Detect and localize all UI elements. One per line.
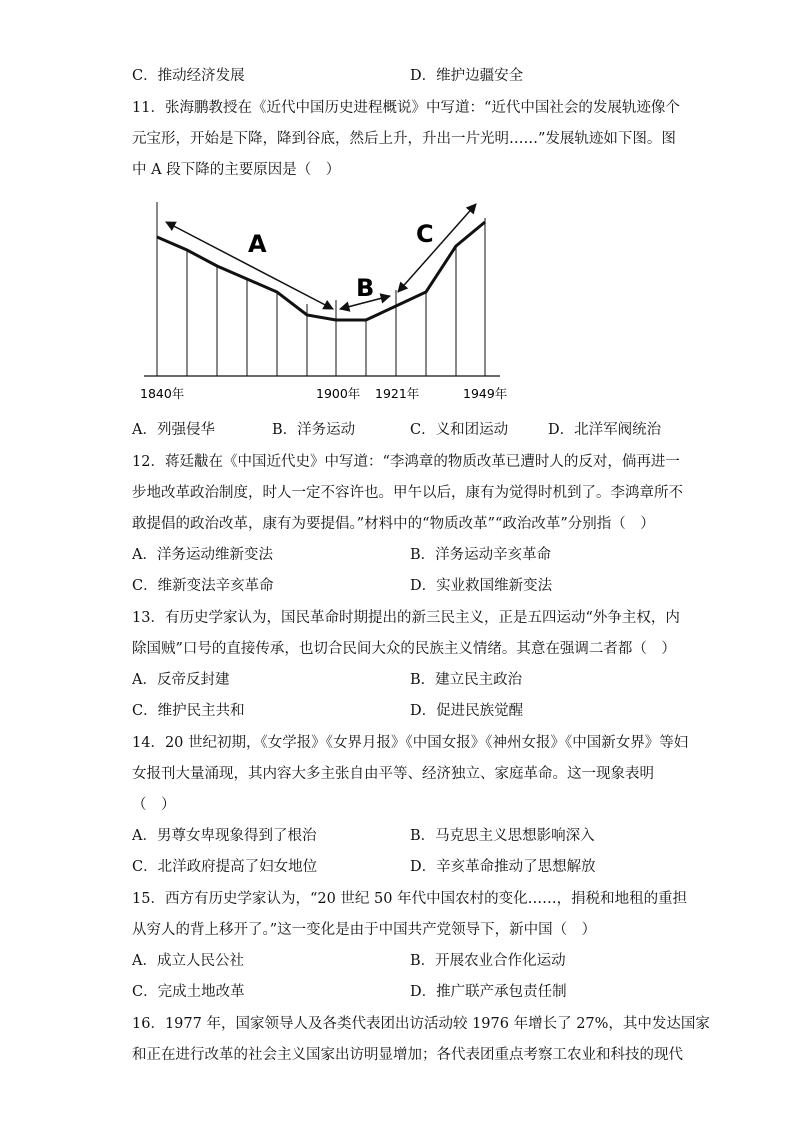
q15-stem-line-1: 15．西方有历史学家认为，“20 世纪 50 年代中国农村的变化……，捐税和地租的重担 [132, 891, 688, 907]
q11-stem-line-1: 11．张海鹏教授在《近代中国历史进程概说》中写道：“近代中国社会的发展轨迹像个 [132, 100, 680, 116]
q11-option-c: C．义和团运动 [410, 422, 509, 438]
year-label-1921: 1921年 [375, 386, 420, 401]
q14-stem-line-1: 14．20 世纪初期，《女学报》《女界月报》《中国女报》《神州女报》《中国新女界》等妇 [132, 735, 689, 751]
q14-option-b: B．马克思主义思想影响深入 [410, 828, 595, 844]
q11-option-a: A．列强侵华 [132, 422, 215, 438]
year-label-1949: 1949年 [463, 386, 508, 401]
q12-stem-line-3: 敢提倡的政治改革，康有为要提倡。”材料中的“物质改革”“政治改革”分别指（ ） [132, 516, 655, 532]
trajectory-line [157, 222, 485, 320]
q13-option-a: A．反帝反封建 [132, 672, 230, 688]
q10-option-d: D．维护边疆安全 [410, 68, 524, 84]
q11-stem-line-2: 元宝形，开始是下降，降到谷底，然后上升，升出一片光明……”发展轨迹如下图。图 [132, 131, 676, 147]
year-label-1840: 1840年 [140, 386, 185, 401]
q13-option-b: B．建立民主政治 [410, 672, 523, 688]
segment-a-label: A [248, 230, 267, 258]
q11-stem-line-3: 中 A 段下降的主要原因是（ ） [132, 162, 341, 178]
q14-stem-line-2: 女报刊大量涌现，其内容大多主张自由平等、经济独立、家庭革命。这一现象表明 [132, 766, 654, 782]
q15-option-d: D．推广联产承包责任制 [410, 984, 567, 1000]
year-label-1900: 1900年 [316, 386, 361, 401]
q12-option-c: C．维新变法辛亥革命 [132, 578, 274, 594]
q11-option-d: D．北洋军阀统治 [548, 422, 662, 438]
q13-option-c: C．维护民主共和 [132, 703, 245, 719]
q14-option-d: D．辛亥革命推动了思想解放 [410, 859, 596, 875]
q12-stem-line-1: 12．蒋廷黻在《中国近代史》中写道：“李鸿章的物质改革已遭时人的反对，倘再进一 [132, 454, 680, 470]
segment-c-label: C [416, 220, 434, 248]
q12-option-a: A．洋务运动维新变法 [132, 547, 273, 563]
q14-option-a: A．男尊女卑现象得到了根治 [132, 828, 317, 844]
segment-b-label: B [356, 274, 375, 302]
q14-stem-line-3: （ ） [132, 797, 176, 813]
q13-stem-line-2: 除国贼”口号的直接传承，也切合民间大众的民族主义情绪。其意在强调二者都（ ） [132, 641, 676, 657]
segment-c-arrow [398, 204, 476, 292]
vertical-grid-lines [157, 202, 485, 376]
q16-stem-line-1: 16．1977 年，国家领导人及各类代表团出访活动较 1976 年增长了 27%，其中发达国家 [132, 1016, 710, 1032]
q15-stem-line-2: 从穷人的背上移开了。”这一变化是由于中国共产党领导下，新中国（ ） [132, 922, 597, 938]
q12-option-b: B．洋务运动辛亥革命 [410, 547, 552, 563]
development-trajectory-figure [136, 196, 516, 408]
q16-stem-line-2: 和正在进行改革的社会主义国家出访明显增加；各代表团重点考察工农业和科技的现代 [132, 1047, 683, 1063]
q12-stem-line-2: 步地改革政治制度，时人一定不容许也。甲午以后，康有为觉得时机到了。李鸿章所不 [132, 485, 683, 501]
q14-option-c: C．北洋政府提高了妇女地位 [132, 859, 318, 875]
q15-option-b: B．开展农业合作化运动 [410, 953, 566, 969]
q15-option-a: A．成立人民公社 [132, 953, 244, 969]
q12-option-d: D．实业救国维新变法 [410, 578, 553, 594]
q11-option-b: B．洋务运动 [272, 422, 356, 438]
q10-option-c: C．推动经济发展 [132, 68, 245, 84]
q13-option-d: D．促进民族觉醒 [410, 703, 524, 719]
q15-option-c: C．完成土地改革 [132, 984, 245, 1000]
q13-stem-line-1: 13．有历史学家认为，国民革命时期提出的新三民主义，正是五四运动“外争主权，内 [132, 610, 680, 626]
